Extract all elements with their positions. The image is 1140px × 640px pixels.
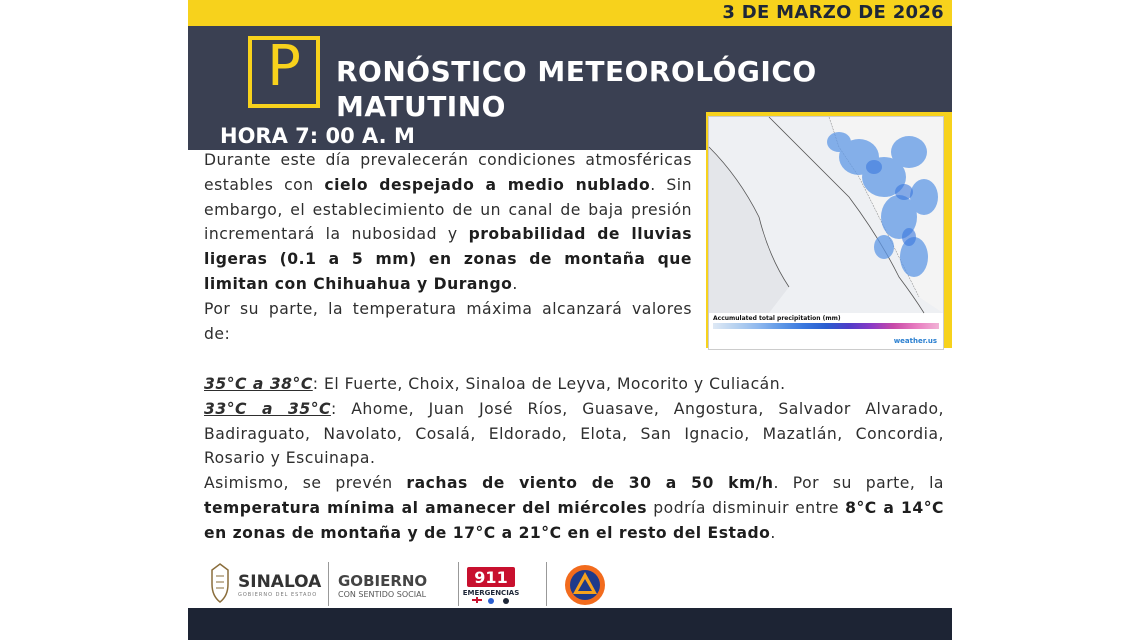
precipitation-colorbar [713, 323, 939, 329]
range-1-places: : El Fuerte, Choix, Sinaloa de Leyva, Mocorito y Culiacán. [312, 375, 786, 393]
text-run: . [770, 523, 776, 542]
text-run: Asimismo, se prevén [204, 474, 407, 493]
bold-text-run: cielo despejado a medio nublado [324, 175, 651, 194]
e911-label: EMERGENCIAS [462, 589, 520, 597]
logo-divider [546, 562, 547, 606]
sinaloa-logo-subtitle: GOBIERNO DEL ESTADO [238, 592, 318, 598]
text-run: . Por su parte, la [773, 474, 944, 493]
title-line-2: MATUTINO [336, 90, 506, 123]
initial-letter: P [267, 34, 301, 99]
sinaloa-logo-text: SINALOA [238, 572, 322, 592]
precipitation-map [708, 116, 944, 350]
forecast-date: 3 DE MARZO DE 2026 [722, 2, 944, 23]
gobierno-logo-text: GOBIERNO [338, 572, 428, 590]
sinaloa-seal-icon [208, 562, 232, 606]
paragraph-range-2 [204, 397, 944, 471]
paragraph-range-1 [204, 372, 944, 397]
footer-logos [208, 560, 728, 608]
text-run: Durante este día prevalecerán condiciones atmosféricas estables con [204, 151, 692, 194]
forecast-time: HORA 7: 00 A. M [220, 124, 415, 148]
date-bar [188, 0, 952, 26]
forecast-text-top [204, 148, 692, 346]
logo-divider [328, 562, 329, 606]
range-2-label: 33°C a 35°C [204, 399, 331, 418]
forecast-card [188, 0, 952, 640]
initial-letter-box [248, 36, 320, 108]
bold-text-run: rachas de viento de 30 a 50 km/h [406, 474, 774, 493]
paragraph-wind-minimum [204, 471, 944, 545]
map-brand: weather.us [893, 337, 937, 345]
title-line-1: RONÓSTICO METEOROLÓGICO [336, 55, 817, 88]
emergency-911-logo [462, 566, 520, 606]
paragraph-conditions [204, 148, 692, 297]
range-1-label: 35°C a 38°C [204, 375, 313, 393]
text-run: . [512, 274, 518, 293]
civil-protection-icon [564, 564, 606, 606]
bold-text-run: probabilidad de lluvias ligeras (0.1 a 5 mm) en zonas de montaña que limitan con Chihuahua y Durango [204, 225, 693, 293]
map-frame [706, 112, 952, 348]
bold-text-run: temperatura mínima al amanecer del miércoles [204, 498, 648, 517]
text-run: . Sin embargo, el establecimiento de un canal de baja presión incrementará la nubosidad y [204, 175, 693, 244]
map-legend-title: Accumulated total precipitation (mm) [713, 315, 841, 322]
gobierno-logo-subtitle: CON SENTIDO SOCIAL [338, 590, 427, 599]
forecast-text-bottom [204, 372, 944, 546]
map-graphic [709, 117, 943, 313]
e911-number: 911 [474, 568, 508, 587]
text-run: podría disminuir entre [647, 498, 846, 517]
bold-text-run: 8°C a 14°C en zonas de montaña y de 17°C a 21°C en el resto del Estado [204, 498, 944, 542]
logo-divider [458, 562, 459, 606]
range-2-places: : Ahome, Juan José Ríos, Guasave, Angostura, Salvador Alvarado, Badiraguato, Navolato, Cosalá, Eldorado, Elota, San Ignacio, Mazatlán, Concordia, Rosario y Escuinapa. [204, 399, 944, 468]
bottom-bar [188, 608, 952, 640]
paragraph-temperature-intro: Por su parte, la temperatura máxima alcanzará valores de: [204, 299, 692, 343]
